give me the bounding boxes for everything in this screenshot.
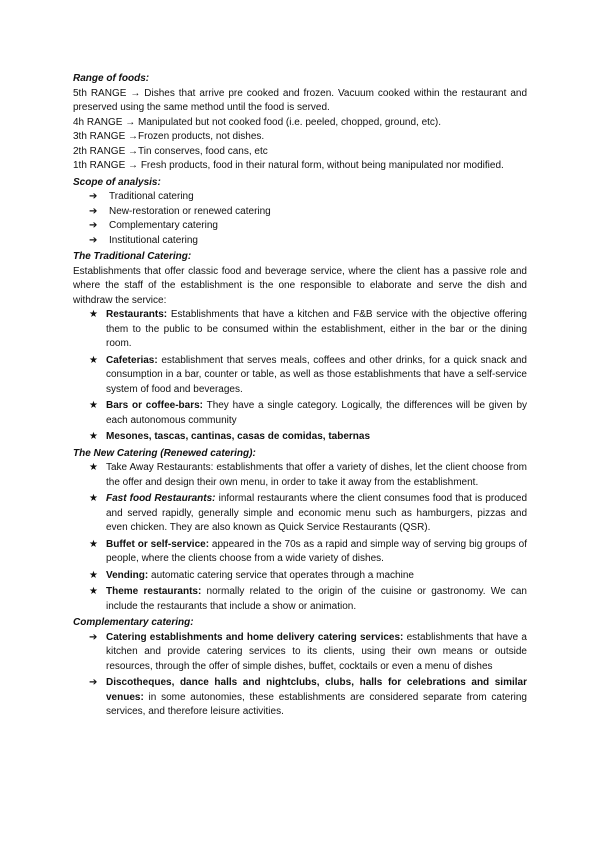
list-item-term: Theme restaurants: [106,586,202,597]
range-item [73,145,527,160]
list-item [73,569,527,584]
arrow-icon: ➔ [89,205,98,217]
list-item-text: Take Away Restaurants: establishments that offer a variety of dishes, let the client choose from the offer and design their own menu, in order to take it away from the establishment. [106,462,527,488]
list-item-text: Traditional catering [109,191,194,202]
range-text: Frozen products, not dishes. [138,131,265,142]
list-item-text: normally related to the origin of the cuisine or gastronomy. We can include the restaurants that include a show or animation. [106,586,527,612]
arrow-icon: ➔ [89,220,98,231]
list-item-term: Discotheques, dance halls and nightclubs, clubs, halls for celebrations and similar venues: [106,677,527,703]
star-icon: ★ [89,493,98,504]
star-icon: ★ [89,462,98,473]
arrow-icon: ➔ [89,234,98,246]
list-item-text: Institutional catering [109,234,198,246]
arrow-icon: ➔ [89,677,98,688]
arrow-mark: → [128,131,139,142]
scope-heading: Scope of analysis: [73,176,161,188]
arrow-mark: → [128,145,139,157]
range-text: Tin conserves, food cans, etc [138,145,268,157]
list-item-term: Bars or coffee-bars: [106,400,203,411]
range-item [73,116,527,131]
list-item [73,234,527,249]
star-icon: ★ [89,586,98,597]
list-item [73,205,527,220]
range-label: 3th RANGE [73,131,126,142]
document-page [73,70,527,722]
range-item [73,159,527,174]
range-item [73,130,527,145]
list-item [73,492,527,536]
list-item-term: Buffet or self-service: [106,538,210,550]
star-icon: ★ [89,431,98,442]
list-item-text: establishment that serves meals, coffees and other drinks, for a quick snack and consumption in a bar, counter or table, as well as those establishments that have a self-service system of food and beverages. [106,354,527,395]
arrow-mark: → [128,160,139,171]
list-item-term: Mesones, tascas, cantinas, casas de comidas, tabernas [106,431,371,442]
list-item-text: Complementary catering [109,220,218,231]
star-icon: ★ [89,538,98,550]
range-text: Fresh products, food in their natural form, without being manipulated nor modified. [140,160,504,171]
range-heading: Range of foods: [73,73,150,84]
list-item [73,354,527,398]
arrow-icon: ➔ [89,631,98,643]
scope-list [73,190,527,248]
arrow-mark: → [130,87,141,99]
traditional-list [73,308,527,445]
range-label: 2th RANGE [73,145,126,157]
range-text: Dishes that arrive pre cooked and frozen. Vacuum cooked within the restaurant and preserved using the same method until the food is served. [73,87,528,113]
list-item-text: Establishments that have a kitchen and F&B service with the objective offering them to the public to be consumed within the establishment, either in the bar or the dining room. [106,309,527,349]
list-item-text: They have a single category. Logically, the differences will be given by each autonomous community [106,400,528,426]
list-item [73,631,527,675]
range-text: Manipulated but not cooked food (i.e. peeled, chopped, ground, etc). [138,116,442,128]
list-item [73,190,527,205]
list-item-text: New-restoration or renewed catering [109,205,271,217]
list-item [73,538,527,567]
list-item-term: Catering establishments and home delivery catering services: [106,631,404,643]
complementary-heading: Complementary catering: [73,617,194,628]
list-item [73,430,527,445]
traditional-heading: The Traditional Catering: [73,251,192,262]
list-item-term: Cafeterias: [106,354,158,366]
range-item [73,87,527,116]
list-item-term: Restaurants: [106,309,168,320]
list-item-text: appeared in the 70s as a rapid and simple way of serving big groups of people, where the clients choose from a wide variety of dishes. [106,538,527,564]
range-label: 4h RANGE [73,116,123,128]
list-item [73,219,527,234]
complementary-list [73,631,527,720]
list-item [73,308,527,352]
star-icon: ★ [89,400,98,411]
list-item-text: informal restaurants where the client consumes food that is produced and served rapidly, generally simple and economic menu such as hamburgers, pizzas and even chicken. They are also known as Quick Service Restaurants (QSR). [106,493,528,533]
new-catering-heading: The New Catering (Renewed catering): [73,447,256,459]
list-item-text: automatic catering service that operates through a machine [148,569,414,581]
arrow-icon: ➔ [89,191,98,202]
range-label: 1th RANGE [73,160,126,171]
list-item [73,461,527,490]
range-label: 5th RANGE [73,87,127,99]
new-catering-list [73,461,527,614]
list-item-term: Vending: [106,569,149,581]
list-item-term: Fast food Restaurants: [106,493,216,504]
list-item [73,585,527,614]
list-item-text: establishments that have a kitchen and provide catering services to its clients, using their own means or outside resources, through the offer of simple dishes, buffet, cocktails or even a menu of dishes [106,631,527,672]
traditional-intro: Establishments that offer classic food and beverage service, where the client has a passive role and where the staff of the establishment is the one responsible to elaborate and serve the dish and withdraw the service: [73,265,527,306]
list-item [73,399,527,428]
list-item-text: in some autonomies, these establishments are considered separate from catering services, and therefore leisure activities. [106,691,527,717]
star-icon: ★ [89,309,98,320]
star-icon: ★ [89,569,98,581]
arrow-mark: → [125,116,136,128]
star-icon: ★ [89,354,98,366]
list-item [73,676,527,720]
